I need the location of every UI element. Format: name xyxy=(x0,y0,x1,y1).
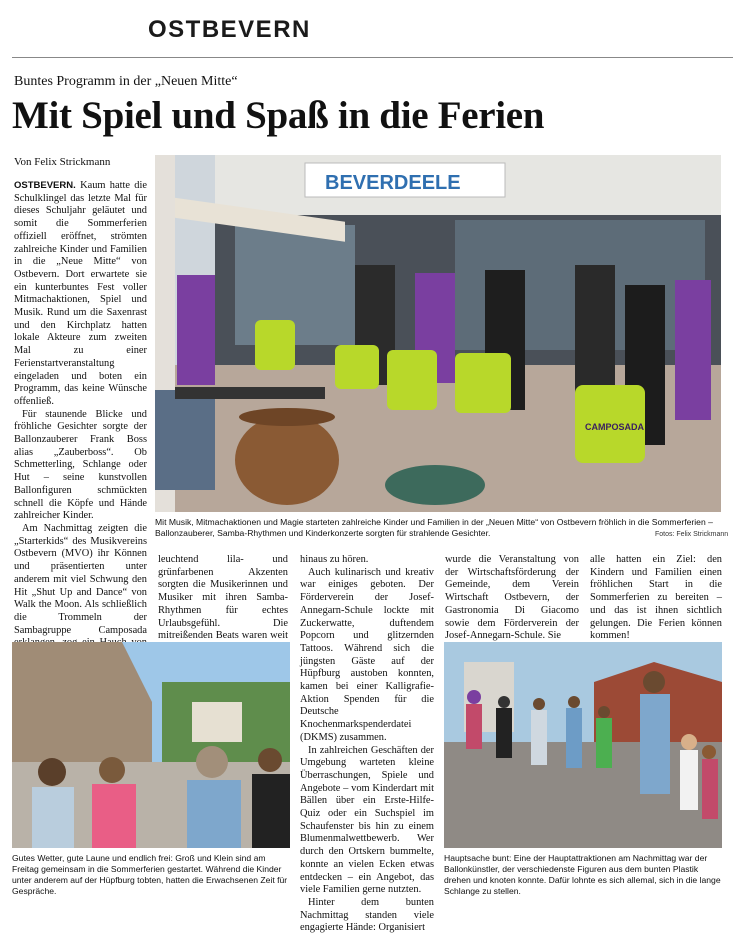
paragraph: Hinter dem bunten Nachmittag standen viele engagierte Hände: Organisiert xyxy=(300,896,434,934)
article-column-5 xyxy=(590,554,722,643)
byline: Von Felix Strickmann xyxy=(14,156,111,168)
main-photo xyxy=(155,155,721,512)
section-rule xyxy=(12,57,733,58)
kicker: Buntes Programm in der „Neuen Mitte“ xyxy=(14,74,238,89)
paragraph: Für staunende Blicke und fröhliche Gesichter sorgte der Ballonzauberer Frank Boss alias „Zauberboss“. Ob Schmetterling, Schlange oder Hut – seine kunstvollen Ballonfiguren schmückten schnell die Köpfe und Hände zahlreicher Kinder. xyxy=(14,408,147,522)
section-title: OSTBEVERN xyxy=(148,16,311,43)
shop-sign: BEVERDEELE xyxy=(325,172,461,194)
performer xyxy=(177,275,215,385)
paragraph: hinaus zu hören. xyxy=(300,554,369,565)
article-column-4 xyxy=(445,554,579,643)
paragraph: leuchtend lila- und grünfarbenen Akzenten sorgten die Musikerinnen und Musiker mit ihren Samba-Rhythmen für echtes Urlaubsgefühl. Die mitreißenden Beats waren weit xyxy=(158,554,288,642)
photo-left-caption: Gutes Wetter, gute Laune und endlich frei: Groß und Klein sind am Freitag gemeinsam in die Sommerferien gestartet. Während die Kinder unter anderem auf der Hüpfburg tobten, hatten die Erwachsenen Zeit für Gespräche. xyxy=(12,853,288,896)
article-column-2 xyxy=(158,554,288,656)
paragraph: alle hatten ein Ziel: den Kindern und Familien einen fröhlichen Start in die Sommerferien zu bereiten – und das ist ihnen sichtlich gelungen. Die Ferien können kommen! xyxy=(590,554,722,642)
photo-right-caption: Hauptsache bunt: Eine der Hauptattraktionen am Nachmittag war der Ballonkünstler, der verschiedenste Figuren aus dem bunten Plastik drehen und knoten konnte. Dafür lohnte es sich allemal, sich in die lange Schlange zu stellen. xyxy=(444,853,721,896)
article-column-1 xyxy=(14,180,147,675)
paragraph-text: Kaum hatte die Schulklingel das letzte Mal für dieses Schuljahr geläutet und somit die Sommerferien offiziell eröffnet, strömten zahlreiche Kinder und Familien in die „Neue Mitte“ von Ostbevern. Dort erwartete sie ein kunterbuntes Fest voller Mitmachaktionen, Spiel und Musik. Rund um die Saxenrast und den Kirchplatz hatten lokale Akteure zum zweiten Mal zu einer Ferienstartveranstaltung eingeladen und boten ein Programm, das keine Wünsche offenließ. xyxy=(14,180,147,407)
paragraph: Am Nachmittag zeigten die „Starterkids“ des Musikvereins Ostbevern (MVO) ihr Können und präsentierten unter anderem mit viel Schwung den Hit „Shut Up and Dance“ von Walk the Moon. Als schließlich die Trommeln der Sambagruppe Camposada xyxy=(14,522,147,636)
paragraph: Auch kulinarisch und kreativ war einiges geboten. Der Förderverein der Josef-Annegarn-Schule lockte mit Zuckerwatte, duftendem Popcorn und glitzernden Tattoos. Während sich die jüngsten Gäste auf der Hüpfburg austoben konnten, kamen bei einer Kalligrafie-Aktion Spenden für die Deutsche Knochenmarkspenderdatei (DKMS) zusammen. xyxy=(300,566,434,743)
photo-credit: Fotos: Felix Strickmann xyxy=(655,531,729,538)
drum-label: CAMPOSADA xyxy=(585,422,645,432)
main-photo-caption: Mit Musik, Mitmachaktionen und Magie starteten zahlreiche Kinder und Familien in der „Neuen Mitte“ von Ostbevern fröhlich in die Sommerferien – Ballonzauberer, Samba-Rhythmen und Kinderkonzerte sorgten für strahlende Gesichter. xyxy=(155,517,713,538)
paragraph: wurde die Veranstaltung von der Wirtschaftsförderung der Gemeinde, dem Verein Wirtschaft Ostbevern, der Gastronomia Di Giacomo sowie dem Förderverein der Josef-Annegarn-Schule. Sie xyxy=(445,554,579,642)
paragraph: In zahlreichen Geschäften der Umgebung warteten kleine Überraschungen, Spiele und Angebote – vom Kinderdart mit Bällen über ein Erste-Hilfe-Quiz oder ein Suchspiel im Schaufenster bis hin zu einem Blumenmalwettbewerb. Wer durch den Ortskern bummelte, konnte an vielen Ecken etwas entdecken – ein Angebot, das viele Familien gerne nutzten. xyxy=(300,744,434,896)
photo-right xyxy=(444,642,722,848)
dateline: OSTBEVERN. xyxy=(14,180,76,191)
photo-left xyxy=(12,642,290,848)
paragraph xyxy=(14,180,147,409)
article-column-3 xyxy=(300,554,434,935)
headline: Mit Spiel und Spaß in die Ferien xyxy=(12,94,545,137)
